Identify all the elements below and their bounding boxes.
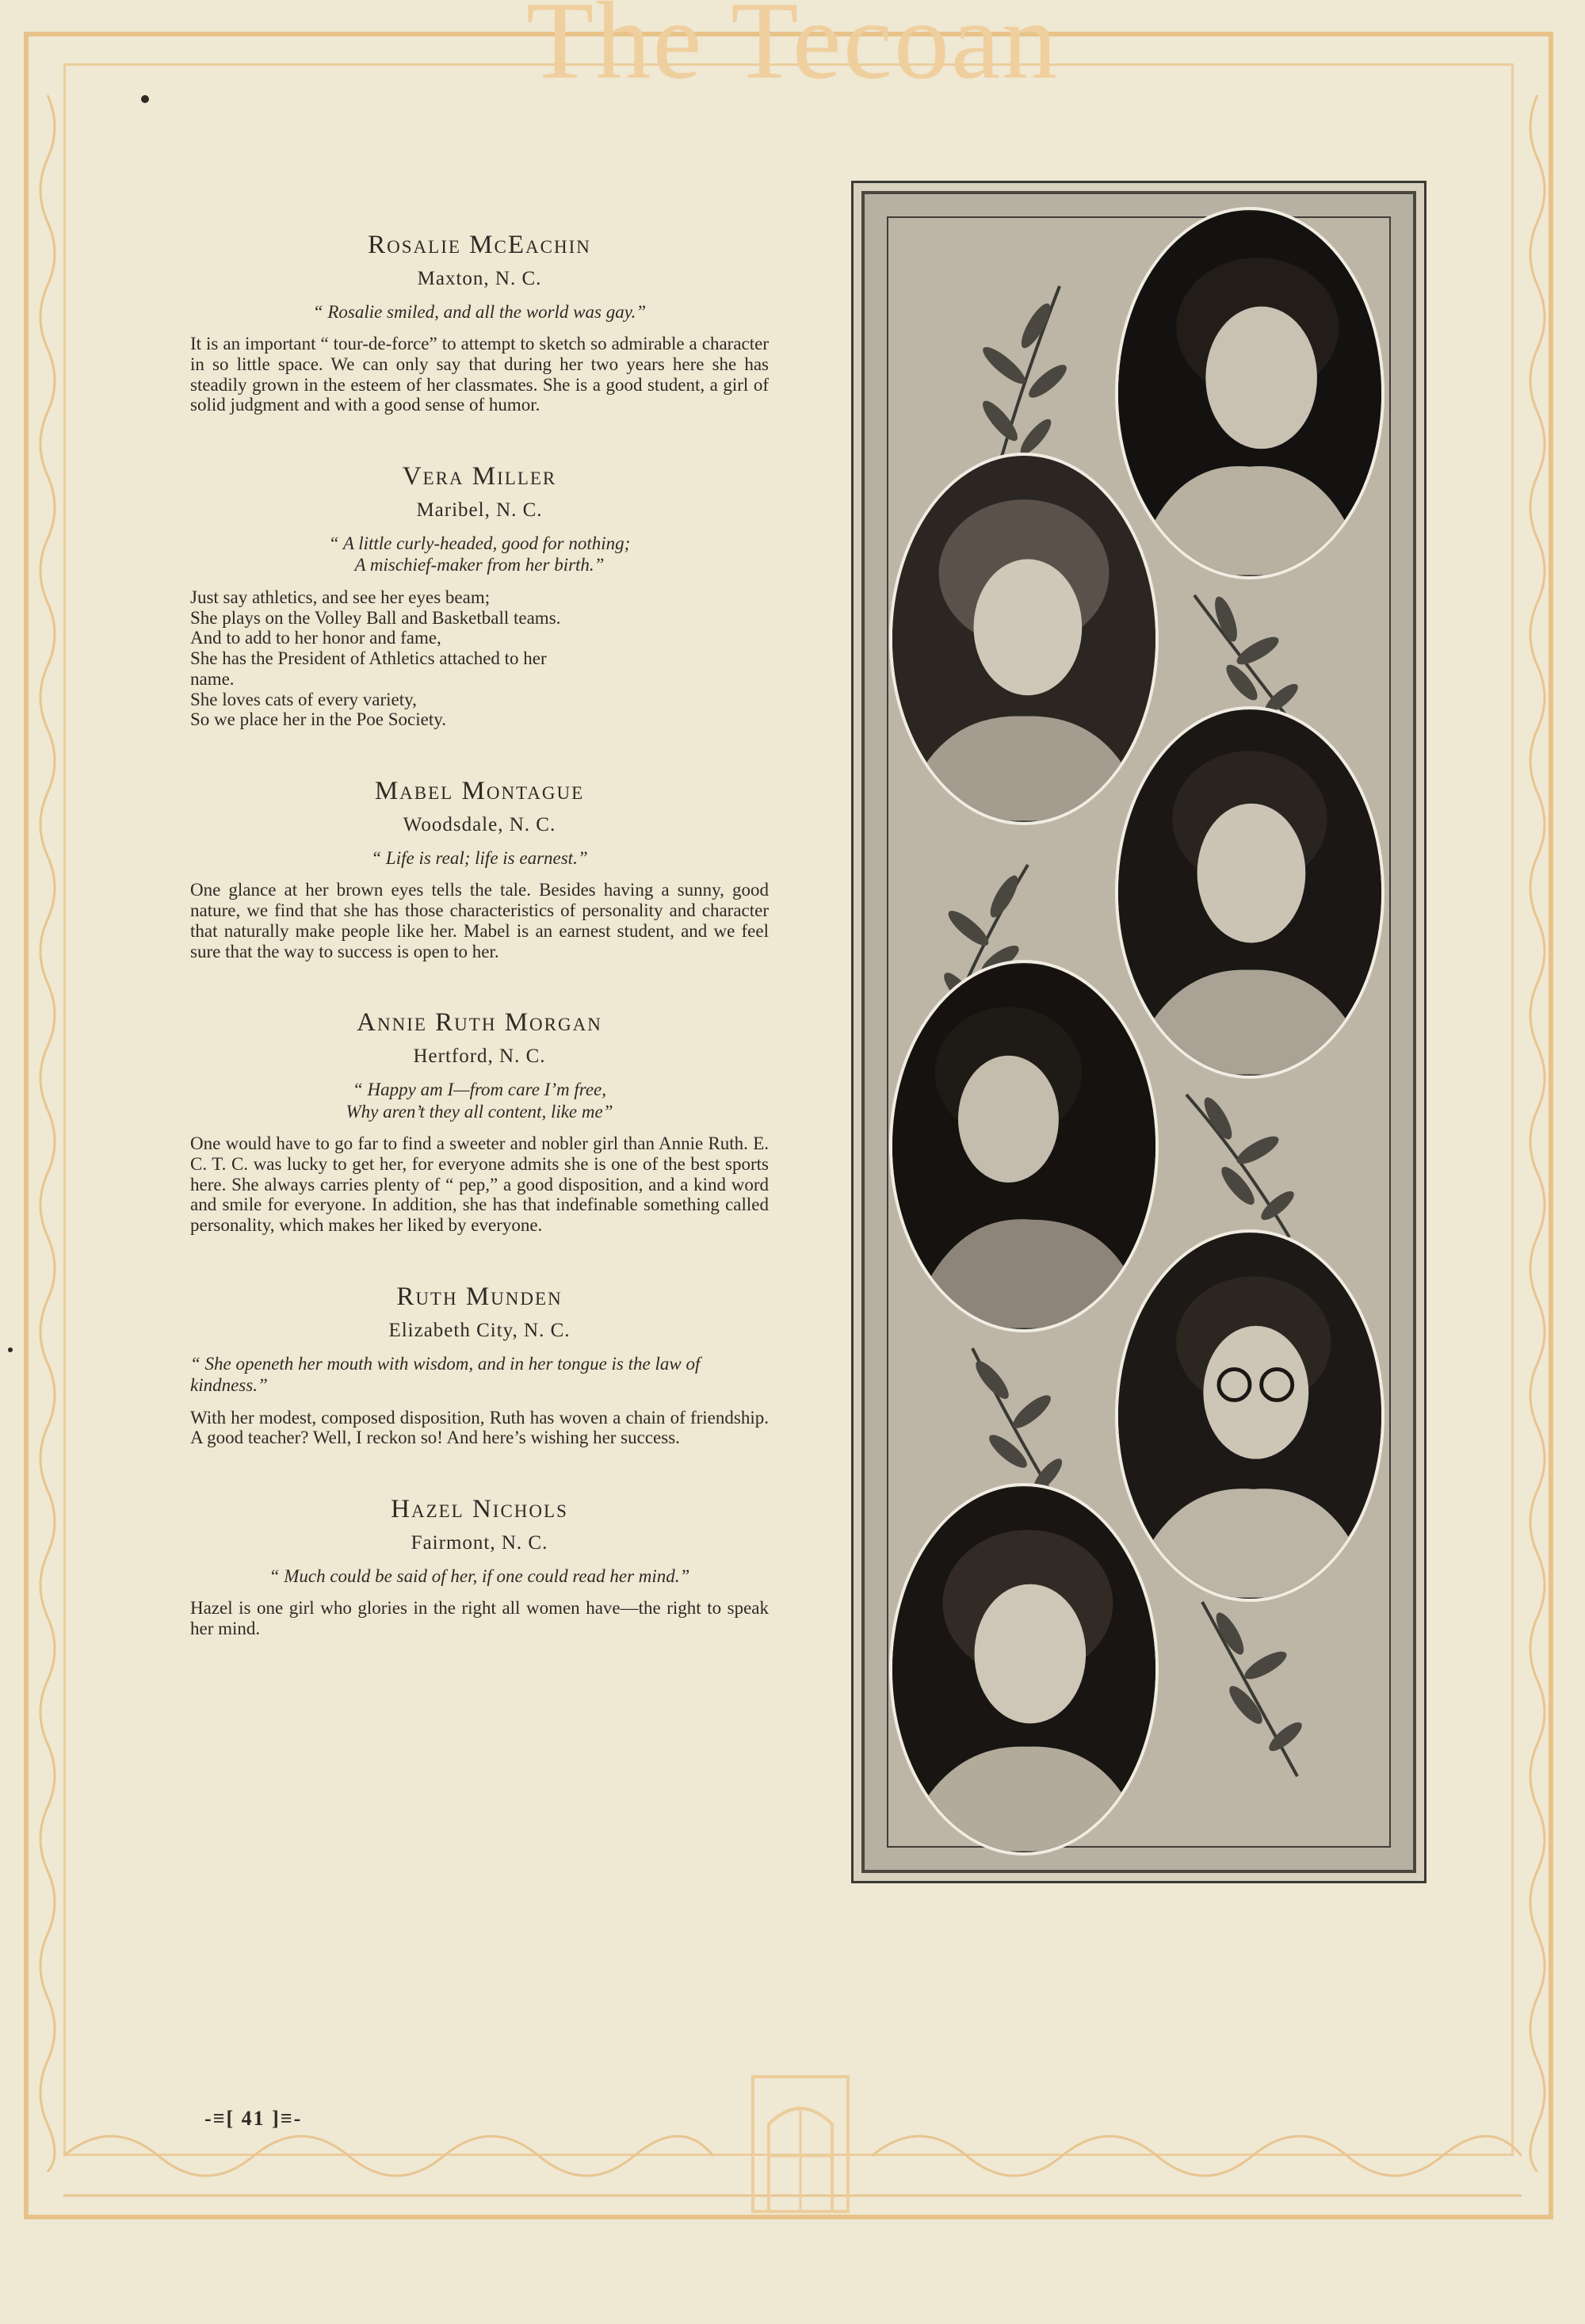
biography-text: One would have to go far to find a sweeter and nobler girl than Annie Ruth. E. C. T. C. was lucky to get her, for everyone admits she is one of the best sports here. She always carries plenty of “ pep,” a good disposition, and a kind word and smile for everyone. In addition, she has that indefinable something called personality, which makes her liked by everyone. xyxy=(190,1133,769,1236)
entry-ruth-munden xyxy=(190,1282,769,1448)
student-name: Mabel Montague xyxy=(374,777,585,806)
entry-mabel-montague xyxy=(190,776,769,961)
entry-rosalie-mceachin xyxy=(190,230,769,415)
portrait-figure xyxy=(892,456,1155,822)
print-speck xyxy=(141,95,149,103)
leaf-sprig-ornament xyxy=(1171,1087,1305,1245)
portrait-figure xyxy=(1118,709,1381,1076)
hometown: Fairmont, N. C. xyxy=(411,1531,548,1554)
biography-text: Hazel is one girl who glories in the right all women have—the right to speak her mind. xyxy=(190,1598,769,1639)
page-number: -≡[ 41 ]≡- xyxy=(204,2107,303,2130)
student-name: Hazel Nichols xyxy=(391,1495,568,1524)
student-name: Rosalie McEachin xyxy=(368,231,591,259)
motto-quote: “ She openeth her mouth with wisdom, and in her tongue is the law of kindness.” xyxy=(190,1353,701,1396)
portrait-figure xyxy=(892,963,1155,1329)
biography-text: Just say athletics, and see her eyes beam; She plays on the Volley Ball and Basketball teams. And to add to her honor and fame, She has the President of Athletics attached to her name. She loves cats of every variety, So we place her in the Poe Society. xyxy=(190,587,561,730)
motto-quote: “ Life is real; life is earnest.” xyxy=(371,847,588,868)
biography-column xyxy=(190,230,769,1685)
hometown: Maribel, N. C. xyxy=(416,499,543,521)
hometown: Woodsdale, N. C. xyxy=(403,813,556,835)
portrait-photo-5 xyxy=(1115,1229,1384,1602)
portrait-figure xyxy=(1118,1233,1381,1599)
student-name: Vera Miller xyxy=(402,462,557,491)
hometown: Maxton, N. C. xyxy=(417,267,542,289)
portrait-photo-3 xyxy=(1115,706,1384,1079)
yearbook-title-watermark: The Tecoan xyxy=(525,0,1060,102)
hometown: Elizabeth City, N. C. xyxy=(388,1319,571,1341)
entry-hazel-nichols xyxy=(190,1494,769,1639)
portrait-panel xyxy=(851,181,1426,1883)
student-name: Ruth Munden xyxy=(396,1282,563,1311)
portrait-figure xyxy=(1118,210,1381,576)
doorway-ornament xyxy=(721,2061,880,2219)
portrait-photo-6 xyxy=(889,1483,1159,1856)
right-vine-ornament xyxy=(1522,95,1553,2172)
hometown: Hertford, N. C. xyxy=(413,1045,546,1067)
student-name: Annie Ruth Morgan xyxy=(357,1008,602,1038)
biography-text: It is an important “ tour-de-force” to attempt to sketch so admirable a character in so little space. We can only say that during her two years here she has steadily grown in the esteem of her classmates. She is a good student, a girl of solid judgment and with a good sense of humor. xyxy=(190,334,769,415)
portrait-photo-4 xyxy=(889,960,1159,1332)
motto-quote: “ Rosalie smiled, and all the world was gay.” xyxy=(312,301,647,322)
print-speck xyxy=(8,1347,13,1352)
portrait-figure xyxy=(892,1486,1155,1852)
motto-quote: “ Much could be said of her, if one could read her mind.” xyxy=(269,1565,690,1586)
entry-annie-ruth-morgan xyxy=(190,1007,769,1236)
biography-text: With her modest, composed disposition, Ruth has woven a chain of friendship. A good teacher? Well, I reckon so! And here’s wishing her success. xyxy=(190,1407,769,1448)
motto-quote: “ Happy am I—from care I’m free, Why aren’t they all content, like me” xyxy=(346,1080,613,1122)
motto-quote: “ A little curly-headed, good for nothing; A mischief-maker from her birth.” xyxy=(328,533,631,575)
entry-vera-miller xyxy=(190,461,769,730)
portrait-photo-1 xyxy=(1115,207,1384,579)
biography-text: One glance at her brown eyes tells the tale. Besides having a sunny, good nature, we find that she has those characteristics of personality and character that naturally make people like her. Mabel is an earnest student, and we feel sure that the way to success is open to her. xyxy=(190,880,769,961)
left-vine-ornament xyxy=(32,95,63,2172)
leaf-sprig-ornament xyxy=(1186,1594,1313,1784)
portrait-photo-2 xyxy=(889,453,1159,825)
